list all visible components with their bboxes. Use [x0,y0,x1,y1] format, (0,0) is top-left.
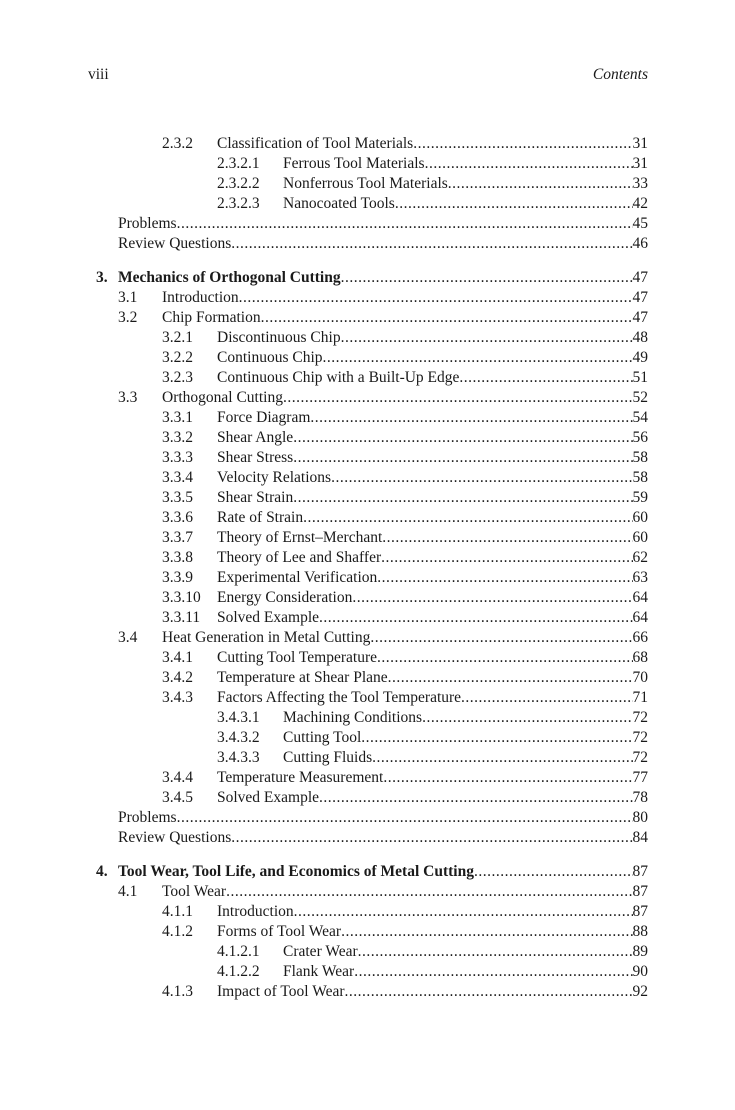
toc-entry-page: 51 [632,369,648,386]
toc-entry-number: 3.4.5 [162,789,193,806]
toc-entry-page: 47 [632,269,648,286]
toc-entry-page: 88 [632,923,648,940]
toc-entry[interactable] [162,648,648,668]
page-number: viii [88,66,109,83]
toc-entry-number: 3.3.9 [162,569,193,586]
toc-entry-page: 47 [632,309,648,326]
toc-entry-number: 3.3.2 [162,429,193,446]
toc-entry-number: 2.3.2.2 [217,175,260,192]
toc-entry[interactable] [118,828,648,848]
toc-entry-number: 3.2 [118,309,138,326]
toc-entry-page: 66 [632,629,648,646]
toc-entry[interactable] [118,628,648,648]
toc-entry[interactable] [118,288,648,308]
toc-entry-number: 3.4.1 [162,649,193,666]
toc-entry[interactable] [162,368,648,388]
toc-entry-title: Discontinuous Chip [217,329,341,346]
dot-leader [341,328,633,348]
dot-leader [323,348,633,368]
toc-entry-title: Tool Wear, Tool Life, and Economics of Metal Cutting [118,863,474,880]
toc-entry-page: 60 [632,509,648,526]
toc-entry-number: 3.3.7 [162,529,193,546]
toc-entry[interactable] [162,468,648,488]
toc-entry-number: 3.3.4 [162,469,193,486]
dot-leader [388,668,633,688]
toc-entry-title: Problems [118,809,177,826]
toc-entry-title: Heat Generation in Metal Cutting [162,629,371,646]
toc-entry-number: 3.3.1 [162,409,193,426]
dot-leader [319,608,632,628]
dot-leader [354,962,632,982]
toc-entry-number: 4.1.1 [162,903,193,920]
toc-entry[interactable] [217,194,648,214]
toc-entry-title: Machining Conditions [283,709,423,726]
toc-entry-number: 3.3.3 [162,449,193,466]
toc-entry-number: 2.3.2.1 [217,155,260,172]
dot-leader [294,902,633,922]
toc-entry-page: 63 [632,569,648,586]
dot-leader [231,828,632,848]
toc-entry-number: 3.1 [118,289,138,306]
toc-entry-page: 92 [632,983,648,1000]
toc-entry-page: 64 [632,589,648,606]
toc-entry-title: Theory of Lee and Shaffer [217,549,382,566]
toc-entry-title: Temperature at Shear Plane [217,669,388,686]
toc-entry-number: 3.2.2 [162,349,193,366]
toc-entry[interactable] [162,408,648,428]
dot-leader [381,548,632,568]
toc-entry-page: 64 [632,609,648,626]
toc-entry-page: 52 [632,389,648,406]
dot-leader [352,588,632,608]
toc-entry[interactable] [118,308,648,328]
toc-entry-page: 87 [632,883,648,900]
toc-entry[interactable] [217,748,648,768]
toc-entry-title: Force Diagram [217,409,311,426]
dot-leader [372,748,632,768]
dot-leader [377,648,633,668]
dot-leader [459,368,632,388]
toc-entry[interactable] [217,728,648,748]
toc-entry-number: 3.4.3.1 [217,709,260,726]
toc-entry-title: Energy Consideration [217,589,353,606]
toc-entry-title: Orthogonal Cutting [162,389,283,406]
toc-entry[interactable] [162,508,648,528]
toc-entry-number: 2.3.2 [162,135,193,152]
dot-leader [293,448,632,468]
dot-leader [413,134,632,154]
toc-entry-title: Flank Wear [283,963,355,980]
dot-leader [422,708,632,728]
toc-entry[interactable] [162,134,648,154]
toc-entry-page: 49 [632,349,648,366]
toc-entry-page: 47 [632,289,648,306]
toc-entry[interactable] [162,768,648,788]
toc-entry-title: Solved Example [217,789,320,806]
dot-leader [293,488,632,508]
dot-leader [303,508,632,528]
toc-entry[interactable] [217,154,648,174]
dot-leader [310,408,632,428]
toc-entry[interactable] [162,548,648,568]
dot-leader [395,194,633,214]
toc-entry-title: Nanocoated Tools [283,195,395,212]
toc-entry-title: Chip Formation [162,309,261,326]
toc-entry-page: 31 [632,155,648,172]
toc-entry-page: 58 [632,469,648,486]
toc-entry-number: 3.3.10 [162,589,201,606]
toc-entry-page: 56 [632,429,648,446]
toc-entry-page: 72 [632,709,648,726]
toc-entry-number: 3.4.2 [162,669,193,686]
toc-entry-page: 84 [632,829,648,846]
toc-entry-title: Impact of Tool Wear [217,983,345,1000]
toc-chapter-entry[interactable] [96,268,648,288]
toc-entry-number: 4. [96,863,108,880]
toc-entry-page: 77 [632,769,648,786]
dot-leader [319,788,632,808]
toc-entry-number: 4.1.2.2 [217,963,260,980]
toc-entry-page: 68 [632,649,648,666]
page-header [88,66,648,86]
dot-leader [177,808,633,828]
dot-leader [177,214,633,234]
dot-leader [226,882,632,902]
toc-entry-number: 3.4.4 [162,769,193,786]
toc-entry-number: 2.3.2.3 [217,195,260,212]
toc-entry-number: 3.3 [118,389,138,406]
toc-entry-page: 46 [632,235,648,252]
toc-chapter-entry[interactable] [96,862,648,882]
toc-entry-number: 3.3.5 [162,489,193,506]
toc-entry-title: Cutting Tool Temperature [217,649,377,666]
toc-entry[interactable] [217,942,648,962]
toc-entry-page: 45 [632,215,648,232]
toc-entry-page: 31 [632,135,648,152]
toc-entry[interactable] [162,982,648,1002]
toc-entry[interactable] [217,708,648,728]
toc-entry-title: Forms of Tool Wear [217,923,342,940]
dot-leader [361,728,632,748]
toc-entry[interactable] [162,588,648,608]
dot-leader [341,268,633,288]
toc-entry-number: 3.4.3 [162,689,193,706]
toc-entry-title: Cutting Tool [283,729,362,746]
toc-entry-page: 90 [632,963,648,980]
toc-entry-page: 87 [632,863,648,880]
dot-leader [331,468,632,488]
toc-entry[interactable] [118,388,648,408]
toc-entry-page: 48 [632,329,648,346]
toc-entry[interactable] [162,348,648,368]
toc-entry[interactable] [162,428,648,448]
toc-entry-title: Continuous Chip [217,349,323,366]
toc-entry-page: 72 [632,729,648,746]
toc-entry-page: 70 [632,669,648,686]
toc-entry-number: 3.4.3.3 [217,749,260,766]
toc-entry-number: 3.4 [118,629,138,646]
toc-entry-page: 58 [632,449,648,466]
toc-entry-title: Temperature Measurement [217,769,384,786]
dot-leader [461,688,632,708]
toc-entry-title: Shear Stress [217,449,294,466]
toc-entry[interactable] [162,688,648,708]
dot-leader [370,628,632,648]
toc-entry-page: 33 [632,175,648,192]
toc-entry-title: Problems [118,215,177,232]
toc-entry[interactable] [162,608,648,628]
dot-leader [382,528,632,548]
dot-leader [341,922,632,942]
toc-entry-title: Velocity Relations [217,469,332,486]
toc-entry[interactable] [162,788,648,808]
toc-entry-page: 42 [632,195,648,212]
toc-entry[interactable] [162,488,648,508]
toc-entry-title: Introduction [162,289,239,306]
toc-entry-title: Factors Affecting the Tool Temperature [217,689,462,706]
toc-entry-number: 4.1 [118,883,138,900]
toc-entry[interactable] [217,174,648,194]
toc-entry[interactable] [118,882,648,902]
dot-leader [345,982,633,1002]
toc-entry-number: 3.3.8 [162,549,193,566]
dot-leader [448,174,633,194]
running-title: Contents [592,66,648,83]
toc-entry-number: 3.2.3 [162,369,193,386]
toc-entry[interactable] [118,808,648,828]
toc-entry-title: Theory of Ernst–Merchant [217,529,383,546]
toc-entry-title: Crater Wear [283,943,358,960]
toc-entry-number: 4.1.2 [162,923,193,940]
toc-entry-number: 4.1.3 [162,983,193,1000]
dot-leader [383,768,632,788]
toc-entry[interactable] [162,568,648,588]
toc-entry-page: 54 [632,409,648,426]
toc-entry-page: 78 [632,789,648,806]
dot-leader [474,862,633,882]
toc-entry[interactable] [162,328,648,348]
toc-entry-number: 3.2.1 [162,329,193,346]
toc-entry-number: 3.3.6 [162,509,193,526]
dot-leader [283,388,633,408]
toc-entry-title: Introduction [217,903,294,920]
toc-entry-title: Cutting Fluids [283,749,373,766]
toc-entry-number: 3.3.11 [162,609,201,626]
toc-entry-number: 4.1.2.1 [217,943,260,960]
toc-entry-page: 87 [632,903,648,920]
toc-entry-title: Experimental Verification [217,569,378,586]
dot-leader [377,568,632,588]
toc-entry-title: Nonferrous Tool Materials [283,175,448,192]
toc-entry-title: Classification of Tool Materials [217,135,414,152]
dot-leader [293,428,632,448]
toc-entry-title: Tool Wear [162,883,227,900]
toc-entry[interactable] [118,214,648,234]
toc-entry-title: Continuous Chip with a Built-Up Edge [217,369,460,386]
toc-entry-number: 3. [96,269,108,286]
dot-leader [261,308,633,328]
toc-entry[interactable] [118,234,648,254]
toc-entry[interactable] [217,962,648,982]
dot-leader [425,154,633,174]
toc-entry-page: 59 [632,489,648,506]
toc-entry-page: 89 [632,943,648,960]
toc-entry-page: 60 [632,529,648,546]
toc-entry[interactable] [162,448,648,468]
toc-entry-title: Ferrous Tool Materials [283,155,425,172]
toc-entry-title: Review Questions [118,235,232,252]
dot-leader [358,942,633,962]
toc-entry-number: 3.4.3.2 [217,729,260,746]
toc-entry-page: 71 [632,689,648,706]
dot-leader [231,234,632,254]
toc-entry-title: Review Questions [118,829,232,846]
toc-entry-title: Shear Strain [217,489,294,506]
toc-entry-page: 80 [632,809,648,826]
toc-entry-title: Mechanics of Orthogonal Cutting [118,269,341,286]
toc-entry-title: Rate of Strain [217,509,304,526]
toc-entry[interactable] [162,668,648,688]
toc-entry[interactable] [162,528,648,548]
toc-entry[interactable] [162,922,648,942]
toc-entry-title: Shear Angle [217,429,294,446]
toc-entry-page: 62 [632,549,648,566]
toc-entry[interactable] [162,902,648,922]
toc-entry-page: 72 [632,749,648,766]
dot-leader [239,288,633,308]
toc-entry-title: Solved Example [217,609,320,626]
